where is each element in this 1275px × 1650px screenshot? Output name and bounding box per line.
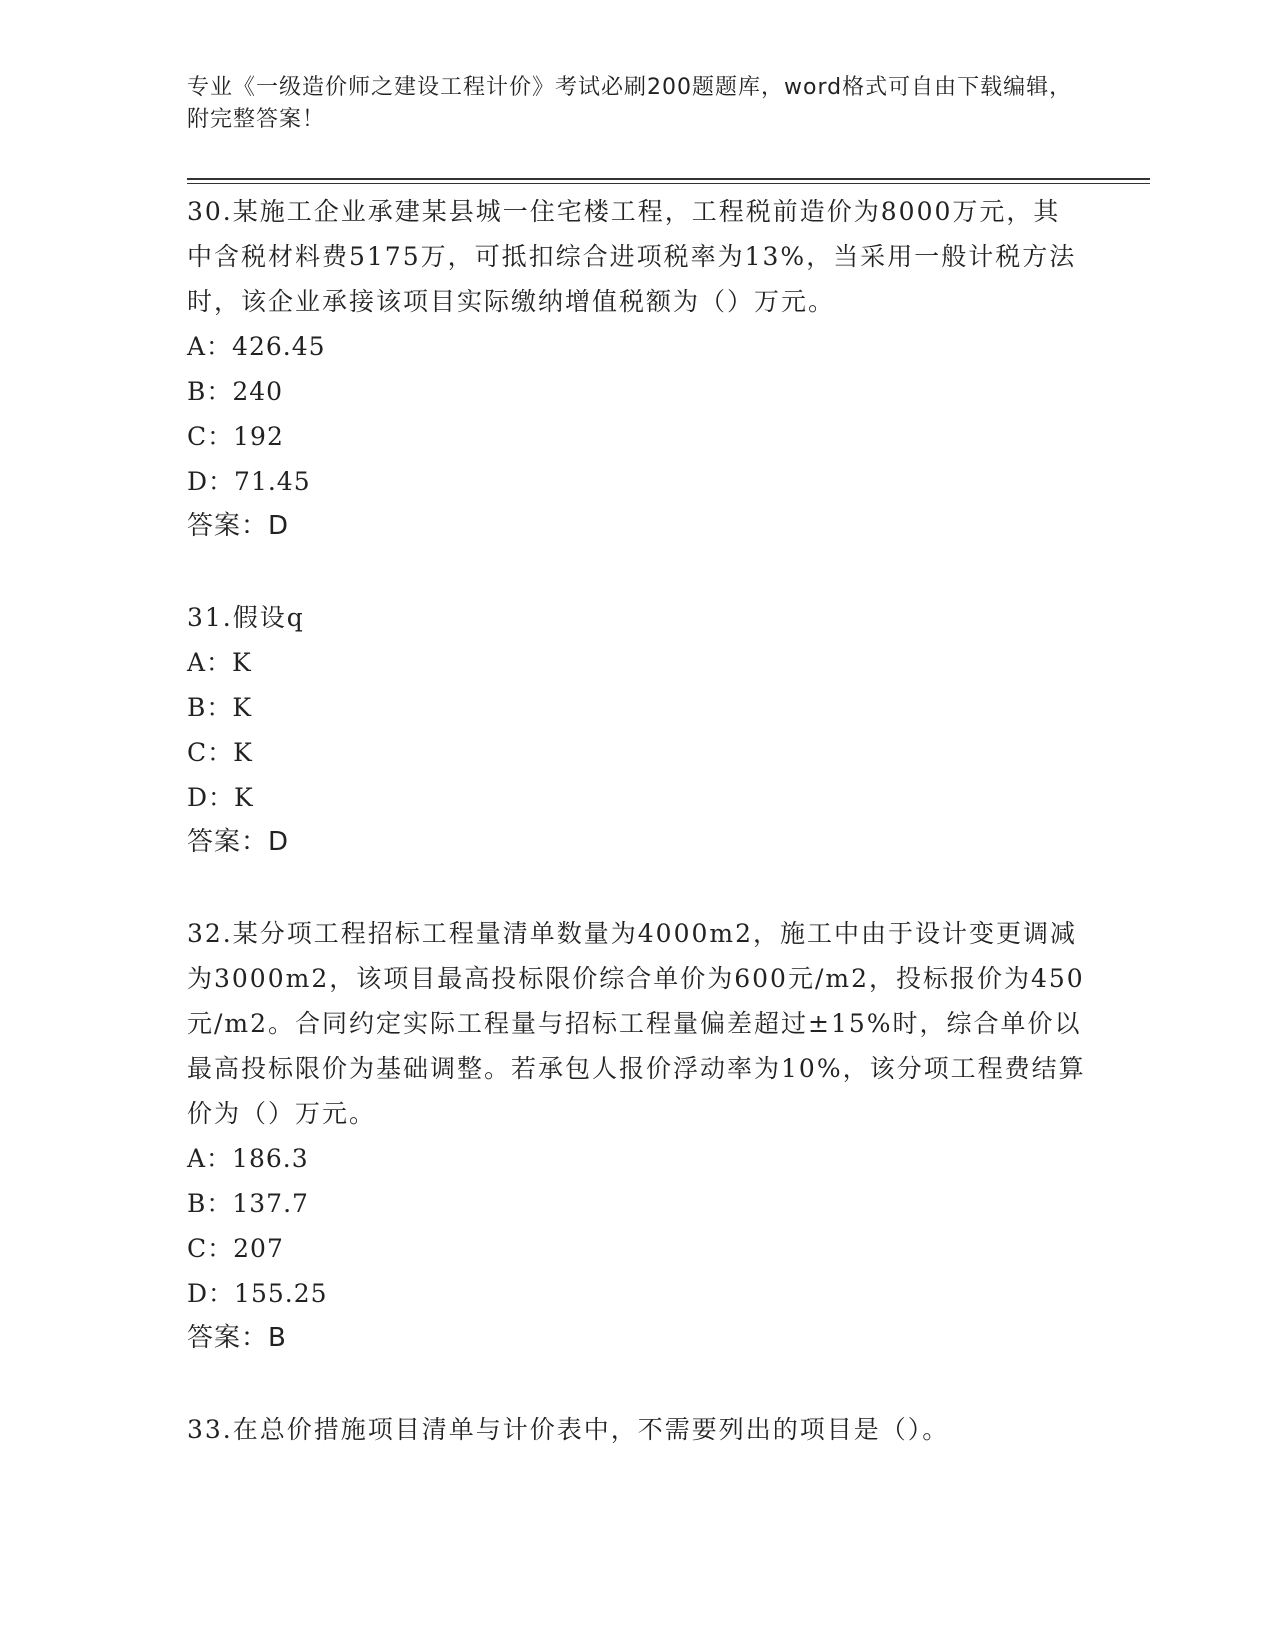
- question-spacer: [187, 1361, 1087, 1406]
- question-stem: 31.假设q: [187, 603, 305, 632]
- option-d: D：71.45: [187, 467, 311, 496]
- option-c: C：K: [187, 738, 253, 767]
- option-b: B：240: [187, 377, 284, 406]
- option-c: C：207: [187, 1234, 284, 1263]
- option-d: D：K: [187, 783, 254, 812]
- option-a: A：426.45: [187, 332, 326, 361]
- question-list: [187, 188, 1087, 1452]
- option-c: C：192: [187, 422, 284, 451]
- option-b: B：K: [187, 693, 253, 722]
- document-header: 专业《一级造价师之建设工程计价》考试必刷200题题库，word格式可自由下载编辑，附完整答案！: [187, 75, 1073, 132]
- option-b: B：137.7: [187, 1189, 309, 1218]
- answer-text: 答案：D: [187, 511, 290, 541]
- question-stem: 32.某分项工程招标工程量清单数量为4000m2，施工中由于设计变更调减为3000m2，该项目最高投标限价综合单价为600元/m2，投标报价为450元/m2。合同约定实际工程量与招标工程量偏差超过±15%时，综合单价以最高投标限价为基础调整。若承包人报价浮动率为10%，该分项工程费结算价为（）万元。: [187, 919, 1086, 1128]
- question-32: [187, 910, 1087, 1361]
- answer-text: 答案：B: [187, 1323, 287, 1353]
- question-33: [187, 1406, 1087, 1452]
- option-d: D：155.25: [187, 1279, 328, 1308]
- answer-text: 答案：D: [187, 827, 290, 857]
- header-divider: [187, 178, 1150, 184]
- question-spacer: [187, 865, 1087, 910]
- question-stem: 30.某施工企业承建某县城一住宅楼工程，工程税前造价为8000万元，其中含税材料费5175万，可抵扣综合进项税率为13%，当采用一般计税方法时，该企业承接该项目实际缴纳增值税额为（）万元。: [187, 197, 1077, 316]
- question-31: [187, 594, 1087, 865]
- question-30: [187, 188, 1087, 549]
- question-spacer: [187, 549, 1087, 594]
- option-a: A：186.3: [187, 1144, 309, 1173]
- question-stem: 33.在总价措施项目清单与计价表中，不需要列出的项目是（）。: [187, 1415, 950, 1444]
- option-a: A：K: [187, 648, 252, 677]
